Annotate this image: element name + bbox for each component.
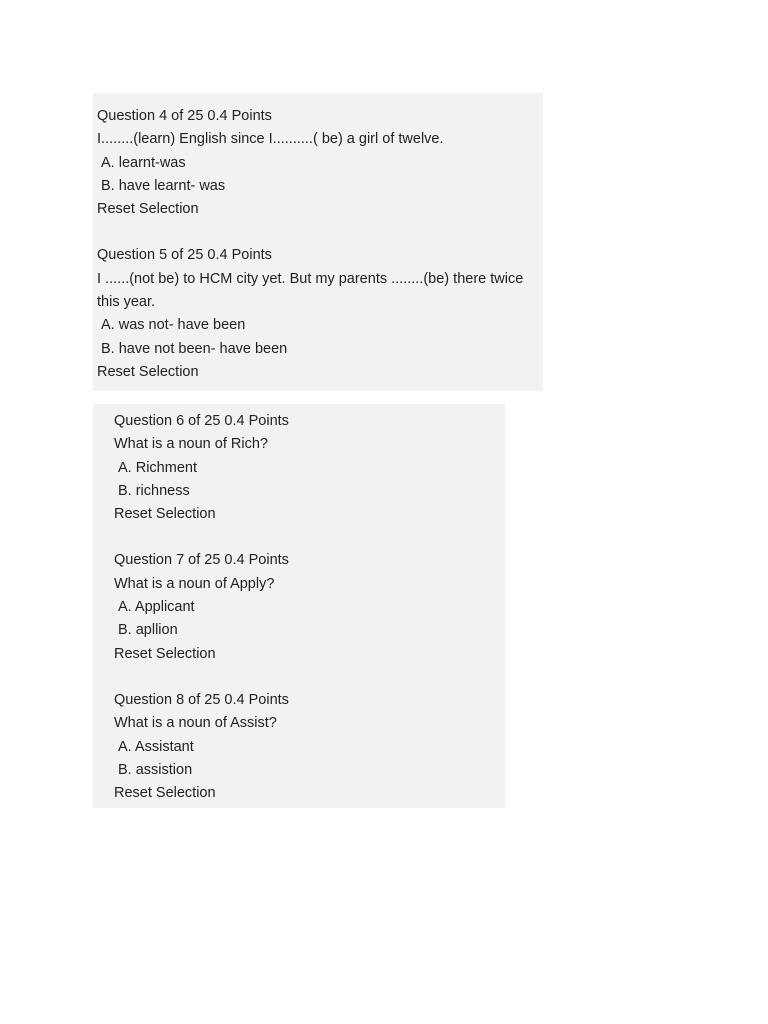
reset-selection-link[interactable]: Reset Selection [114, 785, 216, 802]
question-8 [114, 689, 505, 805]
question-prompt: What is a noun of Rich? [114, 436, 268, 453]
option-b[interactable]: B. have not been- have been [101, 340, 288, 357]
option-b[interactable]: B. assistion [118, 761, 193, 778]
question-header: Question 5 of 25 0.4 Points [97, 247, 272, 264]
question-header: Question 7 of 25 0.4 Points [114, 552, 289, 569]
reset-selection-link[interactable]: Reset Selection [97, 201, 199, 218]
reset-selection-link[interactable]: Reset Selection [114, 506, 216, 523]
quiz-panel-1 [93, 93, 543, 391]
option-a[interactable]: A. Applicant [118, 599, 195, 616]
quiz-panel-2 [93, 404, 505, 808]
question-prompt: What is a noun of Assist? [114, 715, 277, 732]
question-4 [97, 105, 543, 221]
question-5 [97, 244, 543, 384]
reset-selection-link[interactable]: Reset Selection [114, 645, 216, 662]
question-7 [114, 549, 505, 665]
option-a[interactable]: A. Assistant [118, 738, 194, 755]
option-b[interactable]: B. apllion [118, 622, 178, 639]
question-prompt: I ......(not be) to HCM city yet. But my parents ........(be) there twice this year. [97, 270, 524, 311]
reset-selection-link[interactable]: Reset Selection [97, 363, 199, 380]
option-b[interactable]: B. richness [118, 482, 190, 499]
question-6 [114, 410, 505, 526]
question-header: Question 6 of 25 0.4 Points [114, 413, 289, 429]
question-prompt: I........(learn) English since I..........( be) a girl of twelve. [97, 131, 444, 148]
option-a[interactable]: A. learnt-was [101, 154, 186, 171]
option-a[interactable]: A. Richment [118, 459, 197, 476]
question-header: Question 4 of 25 0.4 Points [97, 108, 272, 124]
question-prompt: What is a noun of Apply? [114, 575, 275, 592]
question-header: Question 8 of 25 0.4 Points [114, 691, 289, 708]
option-b[interactable]: B. have learnt- was [101, 177, 226, 194]
option-a[interactable]: A. was not- have been [101, 317, 246, 334]
